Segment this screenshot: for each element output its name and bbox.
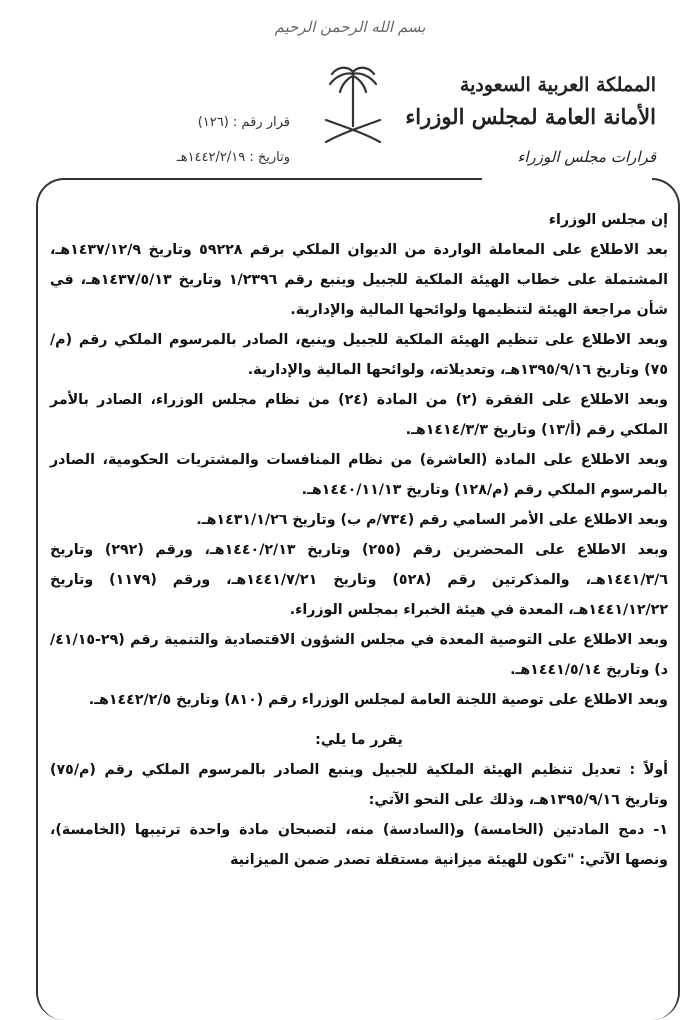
paragraph: وبعد الاطلاع على المادة (العاشرة) من نظام المنافسات والمشتريات الحكومية، الصادر بالمرسوم الملكي رقم (م/١٢٨) وتاريخ ١٤٤٠/١١/١٣هـ. — [50, 452, 668, 498]
decision-number: قرار رقم : (١٢٦) — [197, 115, 290, 130]
kingdom-name: المملكة العربية السعودية — [459, 74, 656, 96]
decision-date: وتاريخ : ١٤٤٢/٢/١٩هـ — [176, 150, 290, 165]
paragraph: وبعد الاطلاع على التوصية المعدة في مجلس الشؤون الاقتصادية والتنمية رقم (٢٩-٤١/١٥/د) وتاريخ ١٤٤١/٥/١٤هـ. — [50, 632, 668, 678]
decision-info — [150, 105, 290, 175]
paragraph: وبعد الاطلاع على تنظيم الهيئة الملكية للجبيل وينبع، الصادر بالمرسوم الملكي رقم (م/٧٥) وتاريخ ١٣٩٥/٩/١٦هـ، وتعديلاته، ولوائحها المالية والإدارية. — [50, 332, 668, 378]
saudi-emblem-icon — [318, 62, 388, 152]
paragraph: بعد الاطلاع على المعاملة الواردة من الديوان الملكي برقم ٥٩٢٢٨ وتاريخ ١٤٣٧/١٢/٩هـ، المشتملة على خطاب الهيئة الملكية للجبيل وينبع رقم ١/٢٣٩٦ وتاريخ ١٤٣٧/٥/١٣هـ، في شأن مراجعة الهيئة لتنظيمها ولوائحها المالية والإدارية. — [50, 242, 668, 318]
kingdom-header — [396, 70, 656, 172]
frame-title-gap — [482, 170, 652, 186]
decision-body — [50, 205, 668, 875]
decides-heading: يقرر ما يلي: — [315, 732, 403, 748]
paragraph: وبعد الاطلاع على توصية اللجنة العامة لمجلس الوزراء رقم (٨١٠) وتاريخ ١٤٤٢/٢/٥هـ. — [88, 692, 668, 708]
first-clause-item: ١- دمج المادتين (الخامسة) و(السادسة) منه، لتصبحان مادة واحدة ترتيبها (الخامسة)، ونصها الآتي: "تكون للهيئة ميزانية مستقلة تصدر ضمن الميزانية — [50, 822, 668, 868]
secretariat-name: الأمانة العامة لمجلس الوزراء — [405, 104, 656, 129]
first-clause: أولاً : تعديل تنظيم الهيئة الملكية للجبيل وينبع الصادر بالمرسوم الملكي رقم (م/٧٥) وتاريخ ١٣٩٥/٩/١٦هـ، وذلك على النحو الآتي: — [50, 762, 668, 808]
paragraph: وبعد الاطلاع على الأمر السامي رقم (٧٣٤/م ب) وتاريخ ١٤٣١/١/٢٦هـ. — [196, 512, 668, 528]
paragraph: وبعد الاطلاع على المحضرين رقم (٢٥٥) وتاريخ ١٤٤٠/٢/١٣هـ، ورقم (٢٩٢) وتاريخ ١٤٤١/٣/٦هـ، والمذكرتين رقم (٥٢٨) وتاريخ ١٤٤١/٧/٢١هـ، ورقم (١١٧٩) وتاريخ ١٤٤١/١٢/٢٢هـ، المعدة في هيئة الخبراء بمجلس الوزراء. — [50, 542, 669, 618]
opener: إن مجلس الوزراء — [548, 212, 668, 228]
paragraph: وبعد الاطلاع على الفقرة (٢) من المادة (٢٤) من نظام مجلس الوزراء، الصادر بالأمر الملكي رقم (أ/١٣) وتاريخ ١٤١٤/٣/٣هـ. — [50, 392, 668, 438]
basmala: بسم الله الرحمن الرحيم — [274, 18, 426, 36]
section-title: قرارات مجلس الوزراء — [517, 148, 656, 166]
